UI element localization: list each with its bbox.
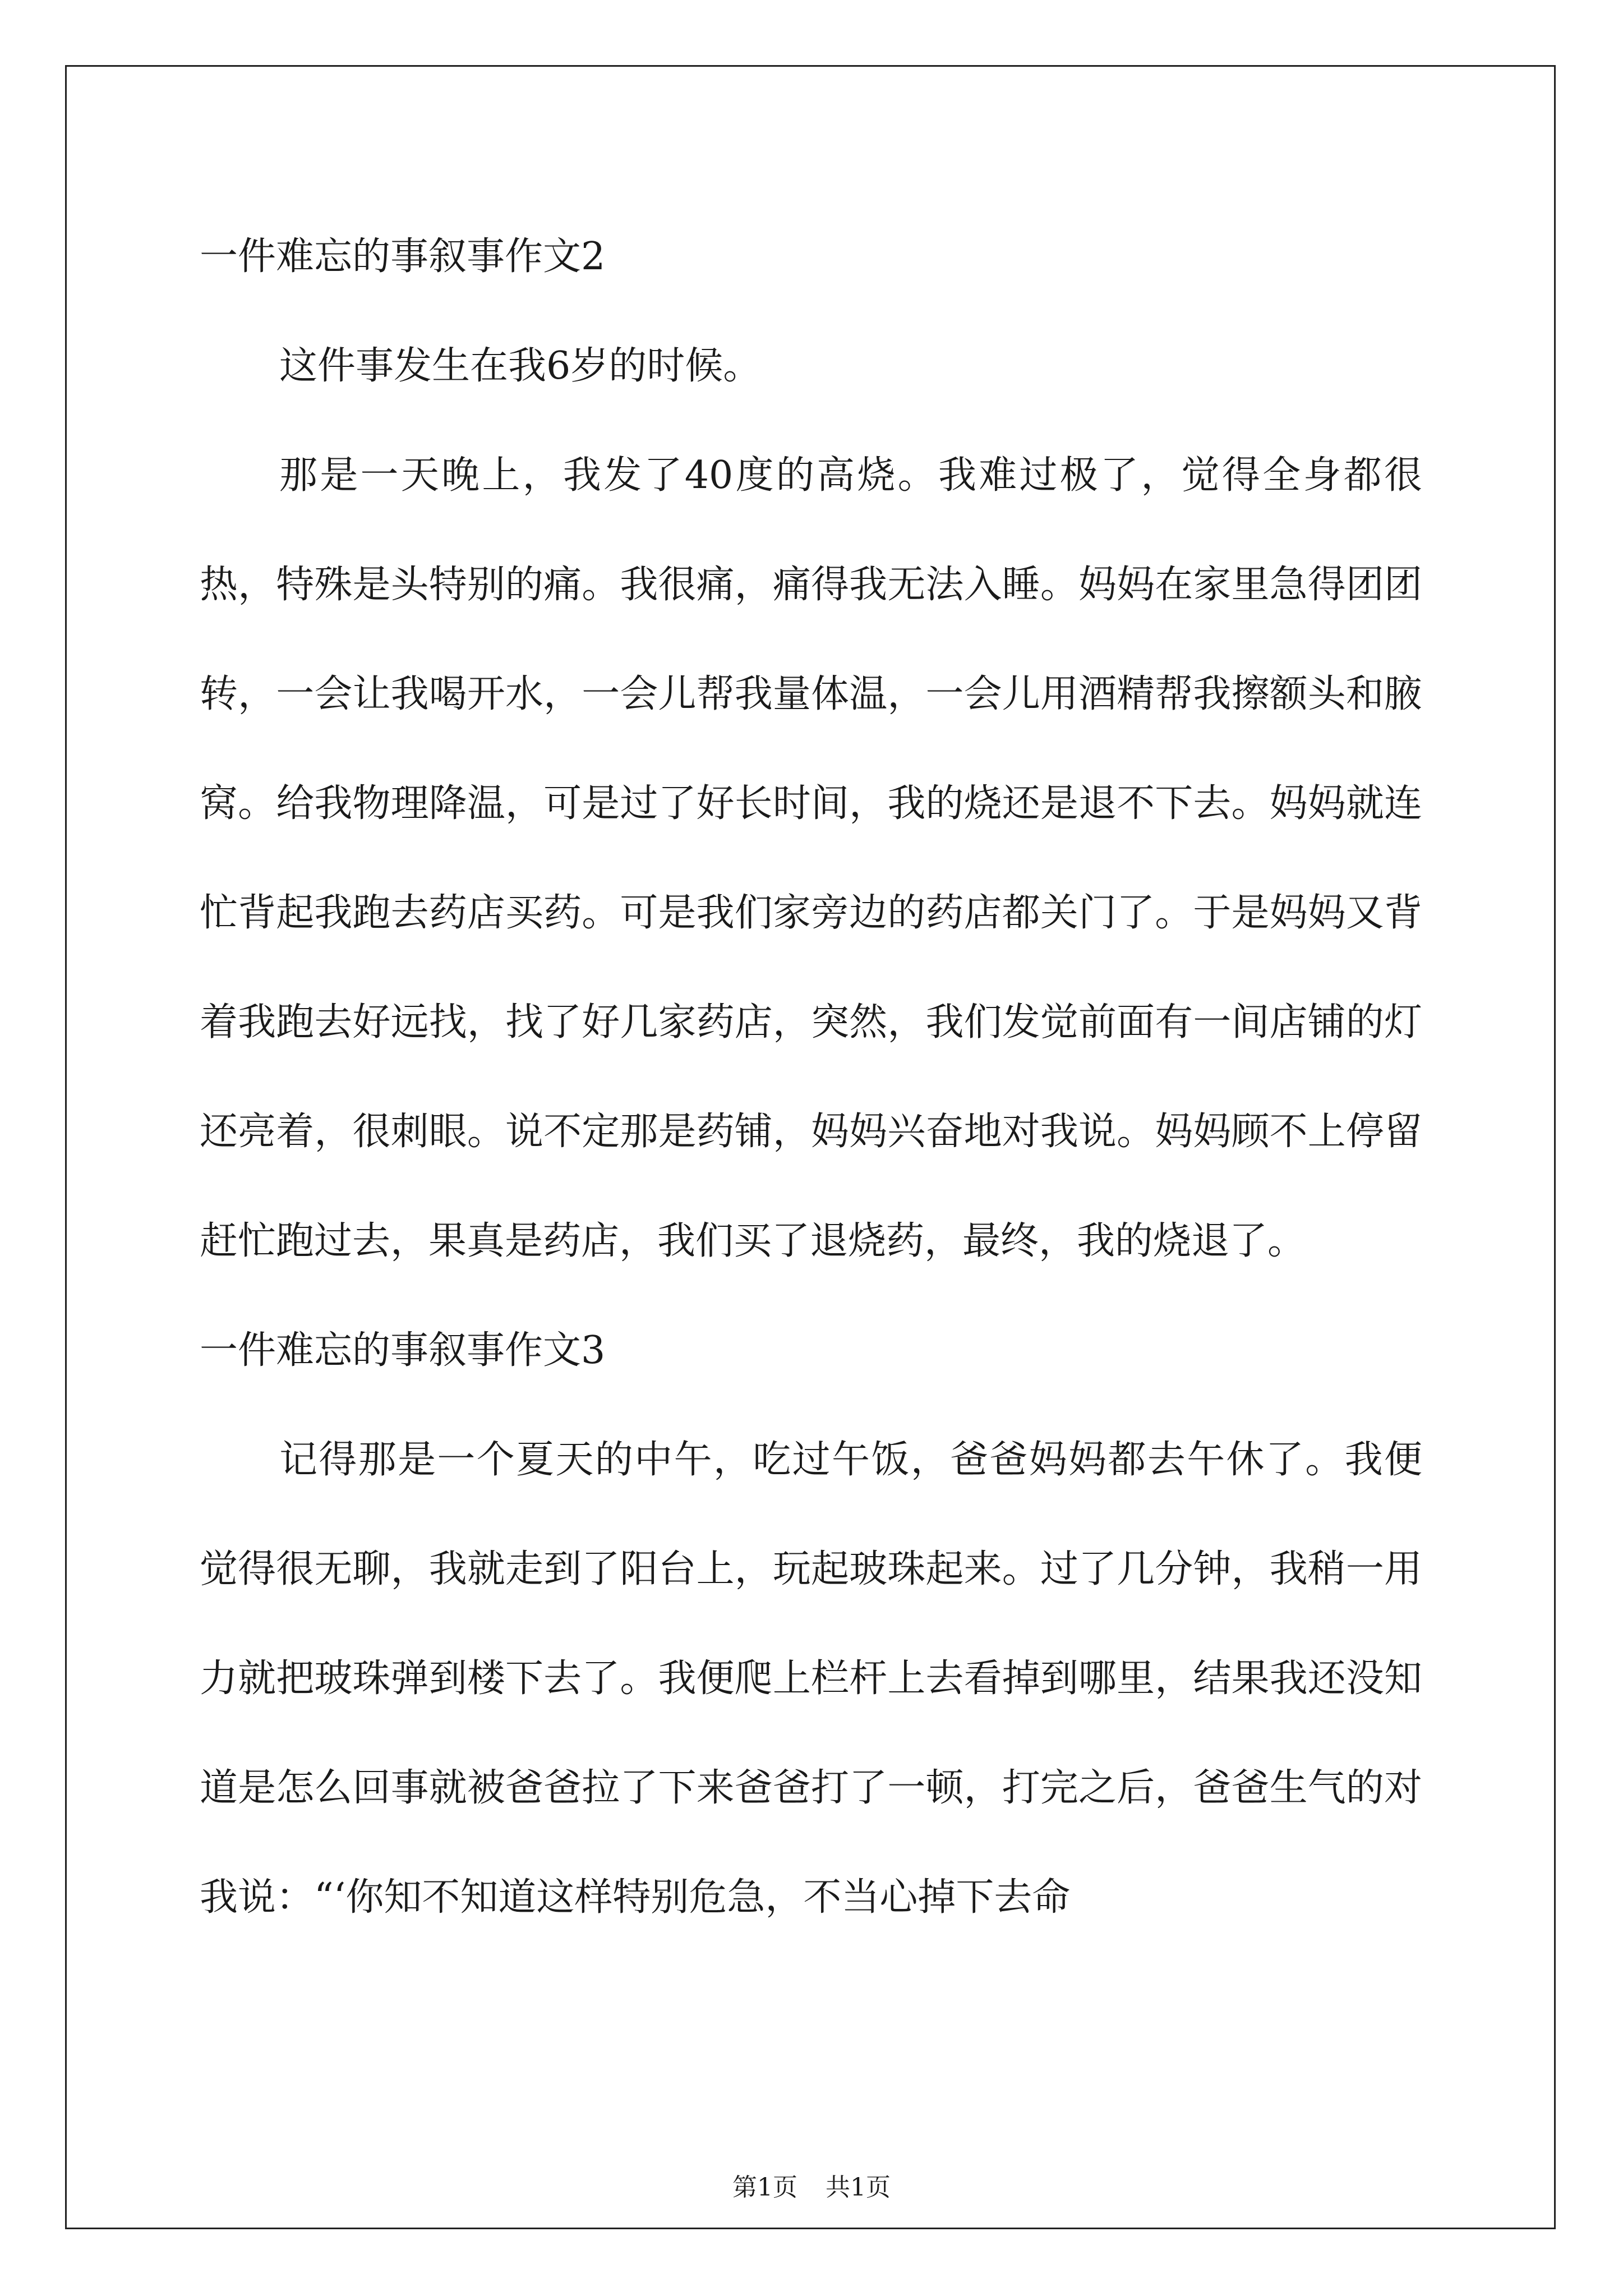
- paragraph: 记得那是一个夏天的中午，吃过午饭，爸爸妈妈都去午休了。我便觉得很无聊，我就走到了阳台上，玩起玻珠起来。过了几分钟，我稍一用力就把玻珠弹到楼下去了。我便爬上栏杆上去看掉到哪里，结果我还没知道是怎么回事就被爸爸拉了下来爸爸打了一顿，打完之后，爸爸生气的对我说：“‘你知不知道这样特别危急，不当心掉下去命: [200, 1438, 1422, 1920]
- page-total: 共1页: [826, 2173, 891, 2202]
- section-3: [200, 1296, 1422, 1952]
- section-2: [200, 202, 1422, 1296]
- section-heading: 一件难忘的事叙事作文3: [200, 1328, 606, 1373]
- page-number: 第1页: [732, 2173, 797, 2202]
- document-body: [200, 202, 1422, 1952]
- page-footer: [0, 2171, 1623, 2205]
- paragraph: 那是一天晚上，我发了40度的高烧。我难过极了，觉得全身都很热，特殊是头特别的痛。我很痛，痛得我无法入睡。妈妈在家里急得团团转，一会让我喝开水，一会儿帮我量体温，一会儿用酒精帮我擦额头和腋窝。给我物理降温，可是过了好长时间，我的烧还是退不下去。妈妈就连忙背起我跑去药店买药。可是我们家旁边的药店都关门了。于是妈妈又背着我跑去好远找，找了好几家药店，突然，我们发觉前面有一间店铺的灯还亮着，很刺眼。说不定那是药铺，妈妈兴奋地对我说。妈妈顾不上停留赶忙跑过去，果真是药店，我们买了退烧药，最终，我的烧退了。: [200, 453, 1422, 1263]
- section-heading: 一件难忘的事叙事作文2: [200, 234, 606, 279]
- paragraph: 这件事发生在我6岁的时候。: [279, 344, 762, 388]
